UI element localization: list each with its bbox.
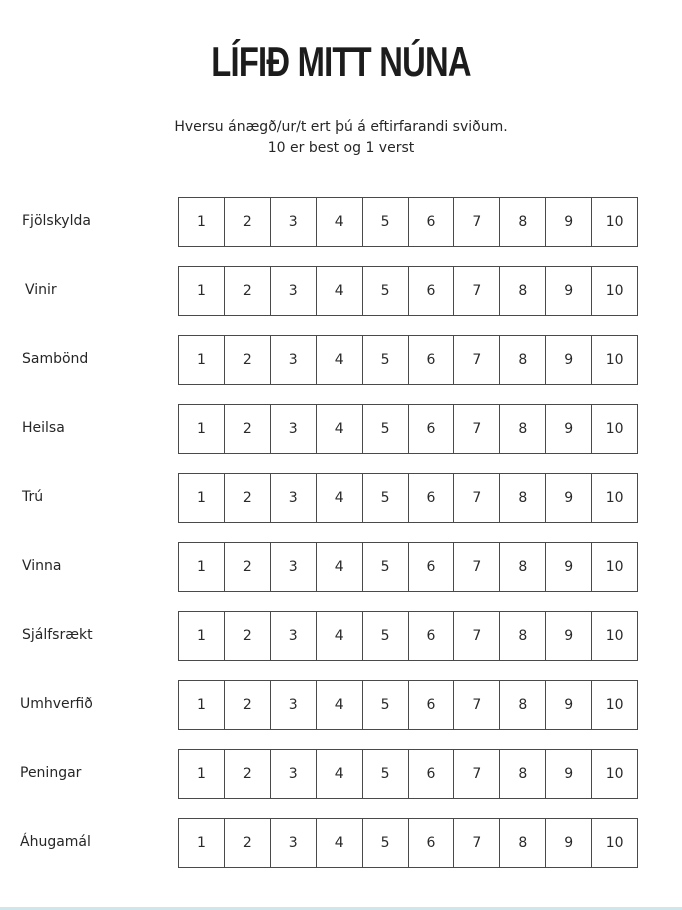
rating-scale [178,197,638,247]
rating-option-1[interactable]: 1 [179,405,225,453]
rating-option-10[interactable]: 10 [605,766,624,782]
rating-option-10[interactable]: 10 [605,490,624,506]
rating-option-1[interactable]: 1 [179,543,225,591]
rating-option-1[interactable]: 1 [179,336,225,384]
rating-option-6[interactable]: 6 [409,474,455,522]
row-label: Sjálfsrækt [22,627,93,643]
rating-option-8[interactable]: 8 [500,405,546,453]
rating-option-5[interactable]: 5 [363,474,409,522]
rating-scale [178,335,638,385]
rating-option-2[interactable]: 2 [225,819,271,867]
row-label: Peningar [20,765,82,781]
rating-option-9[interactable]: 9 [546,681,592,729]
rating-option-7[interactable]: 7 [454,474,500,522]
row-label: Fjölskylda [22,213,91,229]
rating-option-9[interactable]: 9 [546,612,592,660]
rating-option-9[interactable]: 9 [546,750,592,798]
rating-option-5[interactable]: 5 [363,612,409,660]
rating-option-2[interactable]: 2 [225,750,271,798]
rating-option-2[interactable]: 2 [225,543,271,591]
rating-option-6[interactable]: 6 [409,681,455,729]
rating-option-8[interactable]: 8 [500,750,546,798]
rating-scale [178,749,638,799]
rating-option-9[interactable]: 9 [546,819,592,867]
rating-option-2[interactable]: 2 [225,405,271,453]
row-label: Áhugamál [20,834,91,850]
rating-option-7[interactable]: 7 [454,543,500,591]
instructions-line-1: Hversu ánægð/ur/t ert þú á eftirfarandi sviðum. [174,119,508,135]
rating-option-9[interactable]: 9 [546,336,592,384]
rating-option-1[interactable]: 1 [179,198,225,246]
rating-row-vinna [0,542,682,594]
rating-option-5[interactable]: 5 [363,267,409,315]
rating-option-6[interactable]: 6 [409,405,455,453]
rating-option-5[interactable]: 5 [363,819,409,867]
rating-option-8[interactable]: 8 [500,198,546,246]
rating-row-heilsa [0,404,682,456]
rating-option-10[interactable]: 10 [605,628,624,644]
rating-option-4[interactable]: 4 [317,198,363,246]
rating-scale [178,542,638,592]
rating-option-10[interactable]: 10 [605,697,624,713]
rating-row-peningar [0,749,682,801]
rating-row-sambond [0,335,682,387]
rating-option-5[interactable]: 5 [363,750,409,798]
rating-option-8[interactable]: 8 [500,543,546,591]
rating-option-6[interactable]: 6 [409,543,455,591]
rating-option-3[interactable]: 3 [271,336,317,384]
row-label: Vinir [25,282,57,298]
rating-option-7[interactable]: 7 [454,405,500,453]
rating-option-5[interactable]: 5 [363,198,409,246]
rating-option-3[interactable]: 3 [271,405,317,453]
row-label: Heilsa [22,420,65,436]
rating-option-4[interactable]: 4 [317,267,363,315]
rating-option-3[interactable]: 3 [271,750,317,798]
rating-row-sjalfsraekt [0,611,682,663]
rating-option-4[interactable]: 4 [317,612,363,660]
rating-option-7[interactable]: 7 [454,750,500,798]
rating-option-5[interactable]: 5 [363,543,409,591]
rating-option-8[interactable]: 8 [500,474,546,522]
rating-option-4[interactable]: 4 [317,819,363,867]
rating-option-9[interactable]: 9 [546,405,592,453]
rating-scale [178,818,638,868]
instructions-line-2: 10 er best og 1 verst [267,140,415,156]
rating-option-4[interactable]: 4 [317,750,363,798]
rating-scale [178,266,638,316]
rating-option-3[interactable]: 3 [271,612,317,660]
rating-row-ahugamal [0,818,682,870]
row-label: Vinna [22,558,62,574]
rating-option-3[interactable]: 3 [271,819,317,867]
rating-row-umhverfid [0,680,682,732]
rating-option-4[interactable]: 4 [317,336,363,384]
rating-row-fjolskylda [0,197,682,249]
rating-option-7[interactable]: 7 [454,336,500,384]
rating-option-3[interactable]: 3 [271,267,317,315]
rating-option-3[interactable]: 3 [271,543,317,591]
rating-option-7[interactable]: 7 [454,198,500,246]
rating-option-2[interactable]: 2 [225,267,271,315]
rating-option-1[interactable]: 1 [179,819,225,867]
rating-option-3[interactable]: 3 [271,681,317,729]
rating-option-2[interactable]: 2 [225,336,271,384]
rating-option-2[interactable]: 2 [225,612,271,660]
rating-option-7[interactable]: 7 [454,267,500,315]
rating-option-8[interactable]: 8 [500,681,546,729]
rating-option-9[interactable]: 9 [546,474,592,522]
rating-option-8[interactable]: 8 [500,819,546,867]
rating-row-vinir [0,266,682,318]
rating-option-7[interactable]: 7 [454,612,500,660]
rating-option-1[interactable]: 1 [179,267,225,315]
rating-option-3[interactable]: 3 [271,198,317,246]
row-label: Trú [22,489,44,505]
rating-option-10[interactable]: 10 [605,835,624,851]
rating-option-4[interactable]: 4 [317,681,363,729]
rating-option-1[interactable]: 1 [179,681,225,729]
rating-option-6[interactable]: 6 [409,267,455,315]
rating-option-5[interactable]: 5 [363,405,409,453]
rating-option-6[interactable]: 6 [409,198,455,246]
rating-option-10[interactable]: 10 [605,352,624,368]
rating-option-10[interactable]: 10 [605,214,624,230]
rating-option-1[interactable]: 1 [179,474,225,522]
rating-option-6[interactable]: 6 [409,819,455,867]
rating-option-8[interactable]: 8 [500,612,546,660]
rating-option-4[interactable]: 4 [317,474,363,522]
row-label: Umhverfið [20,696,93,712]
rating-option-8[interactable]: 8 [500,267,546,315]
rating-option-5[interactable]: 5 [363,681,409,729]
rating-option-6[interactable]: 6 [409,336,455,384]
rating-option-10[interactable]: 10 [605,559,624,575]
rating-option-1[interactable]: 1 [179,612,225,660]
rating-option-9[interactable]: 9 [546,198,592,246]
row-label: Sambönd [22,351,89,367]
rating-option-10[interactable]: 10 [605,421,624,437]
rating-row-tru [0,473,682,525]
rating-option-9[interactable]: 9 [546,267,592,315]
rating-scale [178,611,638,661]
rating-option-4[interactable]: 4 [317,543,363,591]
rating-option-7[interactable]: 7 [454,681,500,729]
rating-scale [178,473,638,523]
rating-option-9[interactable]: 9 [546,543,592,591]
rating-option-6[interactable]: 6 [409,750,455,798]
rating-option-6[interactable]: 6 [409,612,455,660]
page-title: LÍFIÐ MITT NÚNA [211,38,471,85]
rating-option-2[interactable]: 2 [225,474,271,522]
rating-option-1[interactable]: 1 [179,750,225,798]
rating-option-2[interactable]: 2 [225,681,271,729]
rating-option-4[interactable]: 4 [317,405,363,453]
rating-option-2[interactable]: 2 [225,198,271,246]
rating-scale [178,680,638,730]
rating-option-8[interactable]: 8 [500,336,546,384]
rating-option-7[interactable]: 7 [454,819,500,867]
rating-scale [178,404,638,454]
rating-option-5[interactable]: 5 [363,336,409,384]
rating-option-3[interactable]: 3 [271,474,317,522]
rating-option-10[interactable]: 10 [605,283,624,299]
